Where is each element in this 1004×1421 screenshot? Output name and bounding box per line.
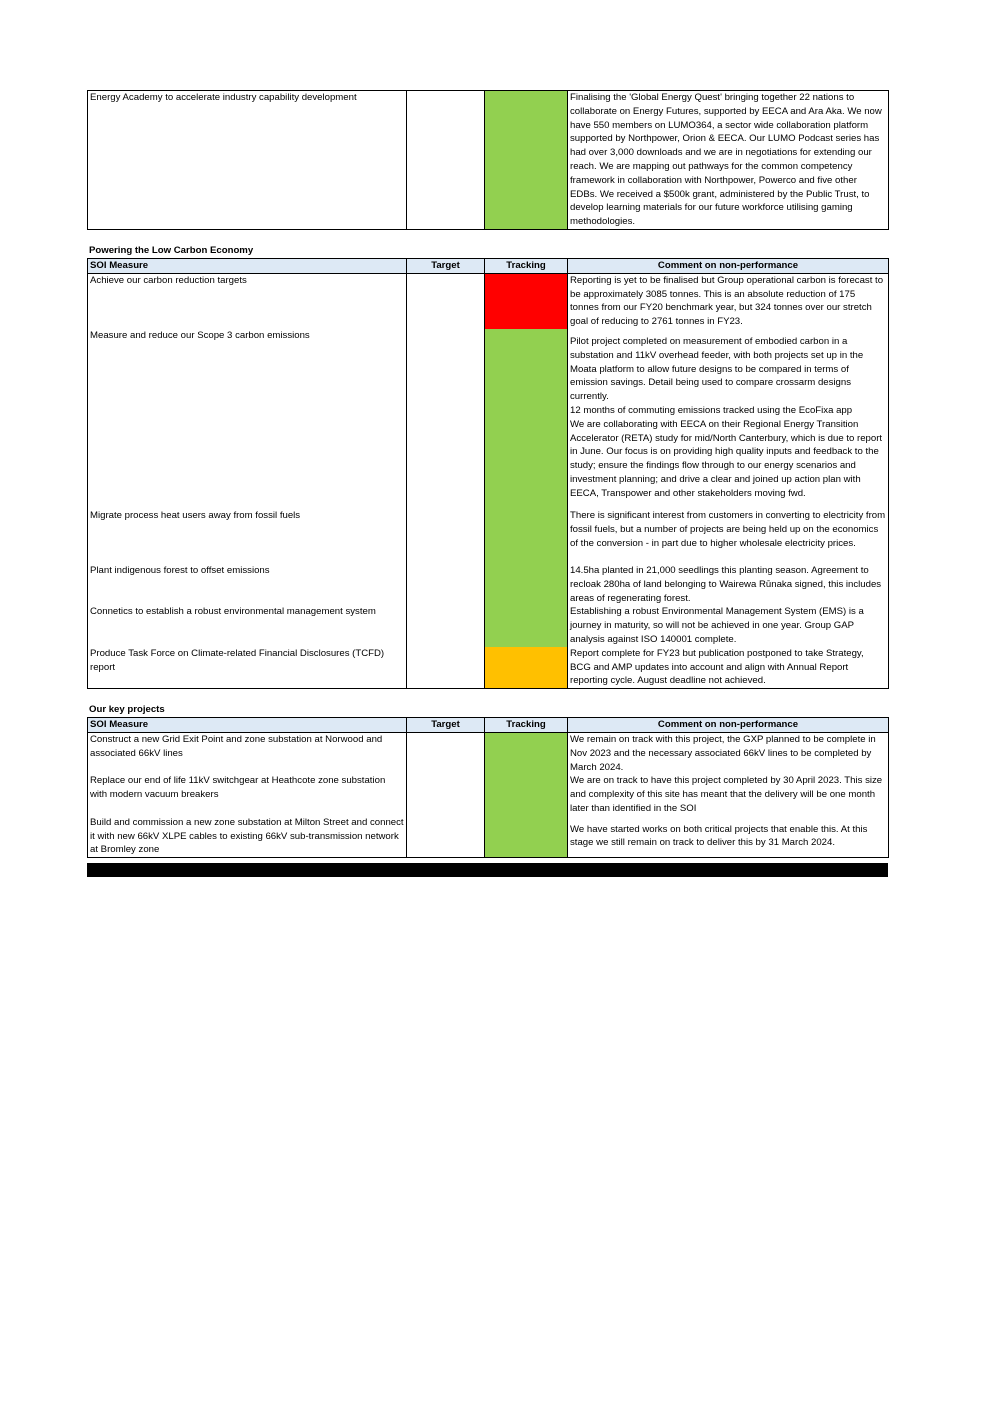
table-header-row — [88, 259, 889, 274]
comment-cell: 14.5ha planted in 21,000 seedlings this planting season. Agreement to recloak 280ha of land belonging to Wairewa Rūnaka signed, this includes areas of regenerating forest. — [570, 564, 882, 604]
section-title-key-projects: Our key projects — [89, 704, 165, 716]
key-projects-table — [87, 717, 889, 858]
comment-paragraph: 12 months of commuting emissions tracked using the EcoFixa app — [570, 404, 853, 416]
target-cell — [407, 329, 485, 509]
comment-cell: Establishing a robust Environmental Management System (EMS) is a journey in maturity, so will not be achieved in one year. Group GAP analysis against ISO 140001 complete. — [570, 606, 864, 645]
table-row — [88, 91, 889, 230]
tracking-status-green — [485, 732, 568, 774]
target-cell — [407, 273, 485, 329]
comment-cell: There is significant interest from customers in converting to electricity from fossil fuels, but a number of projects are being held up on the economics of the conversion - in part due to higher wholesale electricity prices. — [570, 509, 886, 549]
tracking-status-green — [485, 564, 568, 605]
target-cell — [407, 509, 485, 564]
footer-black-bar — [87, 863, 888, 877]
tracking-status-green — [485, 605, 568, 646]
target-cell — [407, 732, 485, 774]
target-cell — [407, 564, 485, 605]
target-cell — [407, 647, 485, 689]
soi-measure-cell: Build and commission a new zone substation at Milton Street and connect it with new 66kV XLPE cables to existing 66kV sub-transmission network at Bromley zone — [88, 816, 407, 858]
table-row — [88, 329, 889, 509]
target-cell — [407, 774, 485, 815]
table-row — [88, 647, 889, 689]
comment-cell: Report complete for FY23 but publication postponed to take Strategy, BCG and AMP updates into account and align with Annual Report reporting cycle. August deadline not achieved. — [570, 647, 864, 687]
table-row — [88, 774, 889, 815]
soi-measure-cell: Achieve our carbon reduction targets — [88, 273, 407, 329]
column-header-target: Target — [407, 259, 485, 274]
comment-cell: We are on track to have this project completed by 30 April 2023. This size and complexity of this site has meant that the delivery will be one month later than identified in the SOI — [570, 775, 883, 814]
comment-cell: Finalising the 'Global Energy Quest' bringing together 22 nations to collaborate on Energy Futures, supported by EECA and Ara Aka. We now have 550 members on LUMO364, a sector wide collaboration platform supported by Northpower, Orion & EECA. Our LUMO Podcast series has had over 3,000 downloads and we are in negotiations for extending our reach. We are mapping out pathways for the common competency framework in collaboration with Northpower, Powerco and five other EDBs. We received a $500k grant, administered by the Public Trust, to develop learning materials for our future workforce utilising gaming methodologies. — [570, 92, 882, 228]
column-header-comment: Comment on non-performance — [568, 718, 889, 733]
column-header-tracking: Tracking — [485, 259, 568, 274]
soi-measure-cell: Replace our end of life 11kV switchgear at Heathcote zone substation with modern vacuum breakers — [88, 774, 407, 815]
soi-measure-cell: Connetics to establish a robust environmental management system — [88, 605, 407, 646]
column-header-target: Target — [407, 718, 485, 733]
comment-cell: We remain on track with this project, the GXP planned to be complete in Nov 2023 and the necessary associated 66kV lines to be completed by March 2024. — [570, 733, 876, 773]
report-page — [87, 90, 888, 858]
soi-measure-cell: Measure and reduce our Scope 3 carbon emissions — [88, 329, 407, 509]
target-cell — [407, 816, 485, 858]
table-row — [88, 816, 889, 858]
low-carbon-table — [87, 258, 889, 689]
comment-paragraph: We are collaborating with EECA on their Regional Energy Transition Accelerator (RETA) study for mid/North Canterbury, which is due to report in June. Our focus is on providing high quality inputs and feedback to the study; ensure the findings flow through to our energy scenarios and investment planning; and drive a clear and joined up action plan with EECA, Transpower and other stakeholders moving fwd. — [570, 418, 883, 499]
table-row — [88, 273, 889, 329]
tracking-status-green — [485, 816, 568, 858]
soi-measure-cell: Migrate process heat users away from fossil fuels — [88, 509, 407, 564]
column-header-comment: Comment on non-performance — [568, 259, 889, 274]
target-cell — [407, 91, 485, 230]
tracking-status-green — [485, 329, 568, 509]
comment-cell: Reporting is yet to be finalised but Group operational carbon is forecast to be approximately 3085 tonnes. This is an absolute reduction of 175 tonnes from our FY20 benchmark year, but 324 tonnes over our stretch goal of reducing to 2761 tonnes in FY23. — [570, 274, 884, 328]
target-cell — [407, 605, 485, 646]
table-row — [88, 564, 889, 605]
soi-measure-cell: Energy Academy to accelerate industry capability development — [88, 91, 407, 230]
table-row — [88, 732, 889, 774]
tracking-status-red — [485, 273, 568, 329]
comment-cell: We have started works on both critical projects that enable this. At this stage we still remain on track to deliver this by 31 March 2024. — [570, 823, 868, 849]
soi-measure-cell: Construct a new Grid Exit Point and zone substation at Norwood and associated 66kV lines — [88, 732, 407, 774]
soi-measure-cell: Produce Task Force on Climate-related Financial Disclosures (TCFD) report — [88, 647, 407, 689]
column-header-tracking: Tracking — [485, 718, 568, 733]
soi-measure-cell: Plant indigenous forest to offset emissions — [88, 564, 407, 605]
column-header-measure: SOI Measure — [88, 259, 407, 274]
table-row — [88, 509, 889, 564]
tracking-status-green — [485, 509, 568, 564]
section-title-low-carbon: Powering the Low Carbon Economy — [89, 245, 254, 256]
energy-academy-table — [87, 90, 889, 230]
column-header-measure: SOI Measure — [88, 718, 407, 733]
table-row — [88, 605, 889, 646]
tracking-status-green — [485, 774, 568, 815]
tracking-status-amber — [485, 647, 568, 689]
comment-paragraph: Pilot project completed on measurement of embodied carbon in a substation and 11kV overhead feeder, with both projects set up in the Moata platform to allow future designs to be compared in terms of emission savings. Detail being used to compare crossarm designs currently. — [570, 335, 864, 403]
comment-cell — [568, 329, 889, 509]
table-header-row — [88, 718, 889, 733]
tracking-status-green — [485, 91, 568, 230]
